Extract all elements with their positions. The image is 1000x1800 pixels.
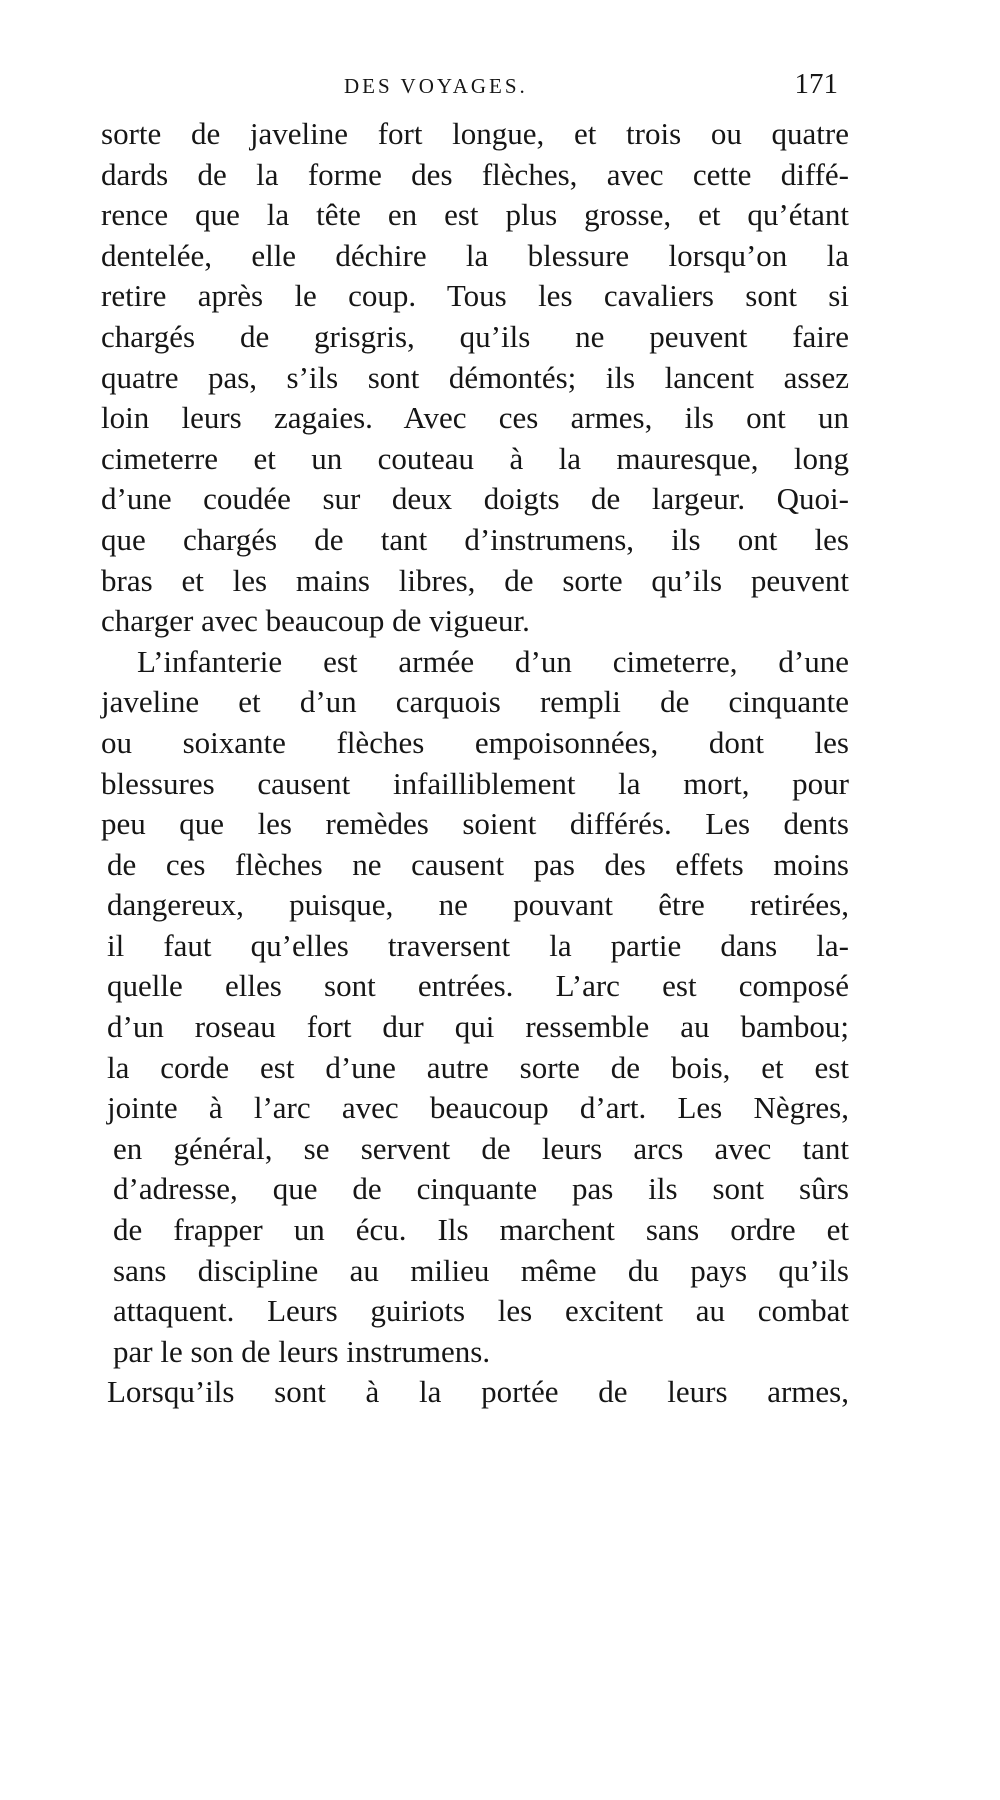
text-line: jointe à l’arc avec beaucoup d’art. Les Nègres, [107,1090,849,1126]
text-line: la corde est d’une autre sorte de bois, et est [107,1049,849,1085]
running-head [104,68,838,102]
body-text [101,114,849,1413]
text-line: rence que la tête en est plus grosse, et qu’étant [101,197,849,233]
text-line: bras et les mains libres, de sorte qu’ils peuvent [101,562,849,598]
text-line: il faut qu’elles traversent la partie dans la- [107,927,849,963]
text-line: loin leurs zagaies. Avec ces armes, ils ont un [101,400,849,436]
text-line: blessures causent infailliblement la mort, pour [101,765,849,801]
text-line: chargés de grisgris, qu’ils ne peuvent faire [101,318,849,354]
text-line: quelle elles sont entrées. L’arc est composé [107,968,849,1004]
text-line: de frapper un écu. Ils marchent sans ordre et [113,1212,849,1248]
text-line: javeline et d’un carquois rempli de cinquante [101,684,849,720]
text-line: dangereux, puisque, ne pouvant être retirées, [107,887,849,923]
text-line: attaquent. Leurs guiriots les excitent au combat [113,1293,849,1329]
paragraph-end-line: charger avec beaucoup de vigueur. [101,603,530,639]
text-line: retire après le coup. Tous les cavaliers sont si [101,278,849,314]
text-line: ou soixante flèches empoisonnées, dont les [101,724,849,760]
paragraph-first-line: Lorsqu’ils sont à la portée de leurs armes, [107,1374,849,1410]
running-title: DES VOYAGES. [344,74,528,98]
text-line: dentelée, elle déchire la blessure lorsqu’on la [101,237,849,273]
page-number: 171 [794,68,838,100]
text-line: sans discipline au milieu même du pays qu’ils [113,1252,849,1288]
text-line: quatre pas, s’ils sont démontés; ils lancent assez [101,359,849,395]
text-line: d’un roseau fort dur qui ressemble au bambou; [107,1009,849,1045]
text-line: dards de la forme des flèches, avec cette diffé- [101,156,849,192]
text-line: d’une coudée sur deux doigts de largeur. Quoi- [101,481,849,517]
text-line: de ces flèches ne causent pas des effets moins [107,846,849,882]
text-line: en général, se servent de leurs arcs avec tant [113,1130,849,1166]
paragraph-first-line: L’infanterie est armée d’un cimeterre, d’une [137,643,849,679]
text-line: d’adresse, que de cinquante pas ils sont sûrs [113,1171,849,1207]
text-line: peu que les remèdes soient différés. Les dents [101,806,849,842]
paragraph-end-line: par le son de leurs instrumens. [113,1333,491,1369]
text-line: que chargés de tant d’instrumens, ils ont les [101,521,849,557]
text-line: sorte de javeline fort longue, et trois ou quatre [101,116,849,151]
text-line: cimeterre et un couteau à la mauresque, long [101,440,849,476]
